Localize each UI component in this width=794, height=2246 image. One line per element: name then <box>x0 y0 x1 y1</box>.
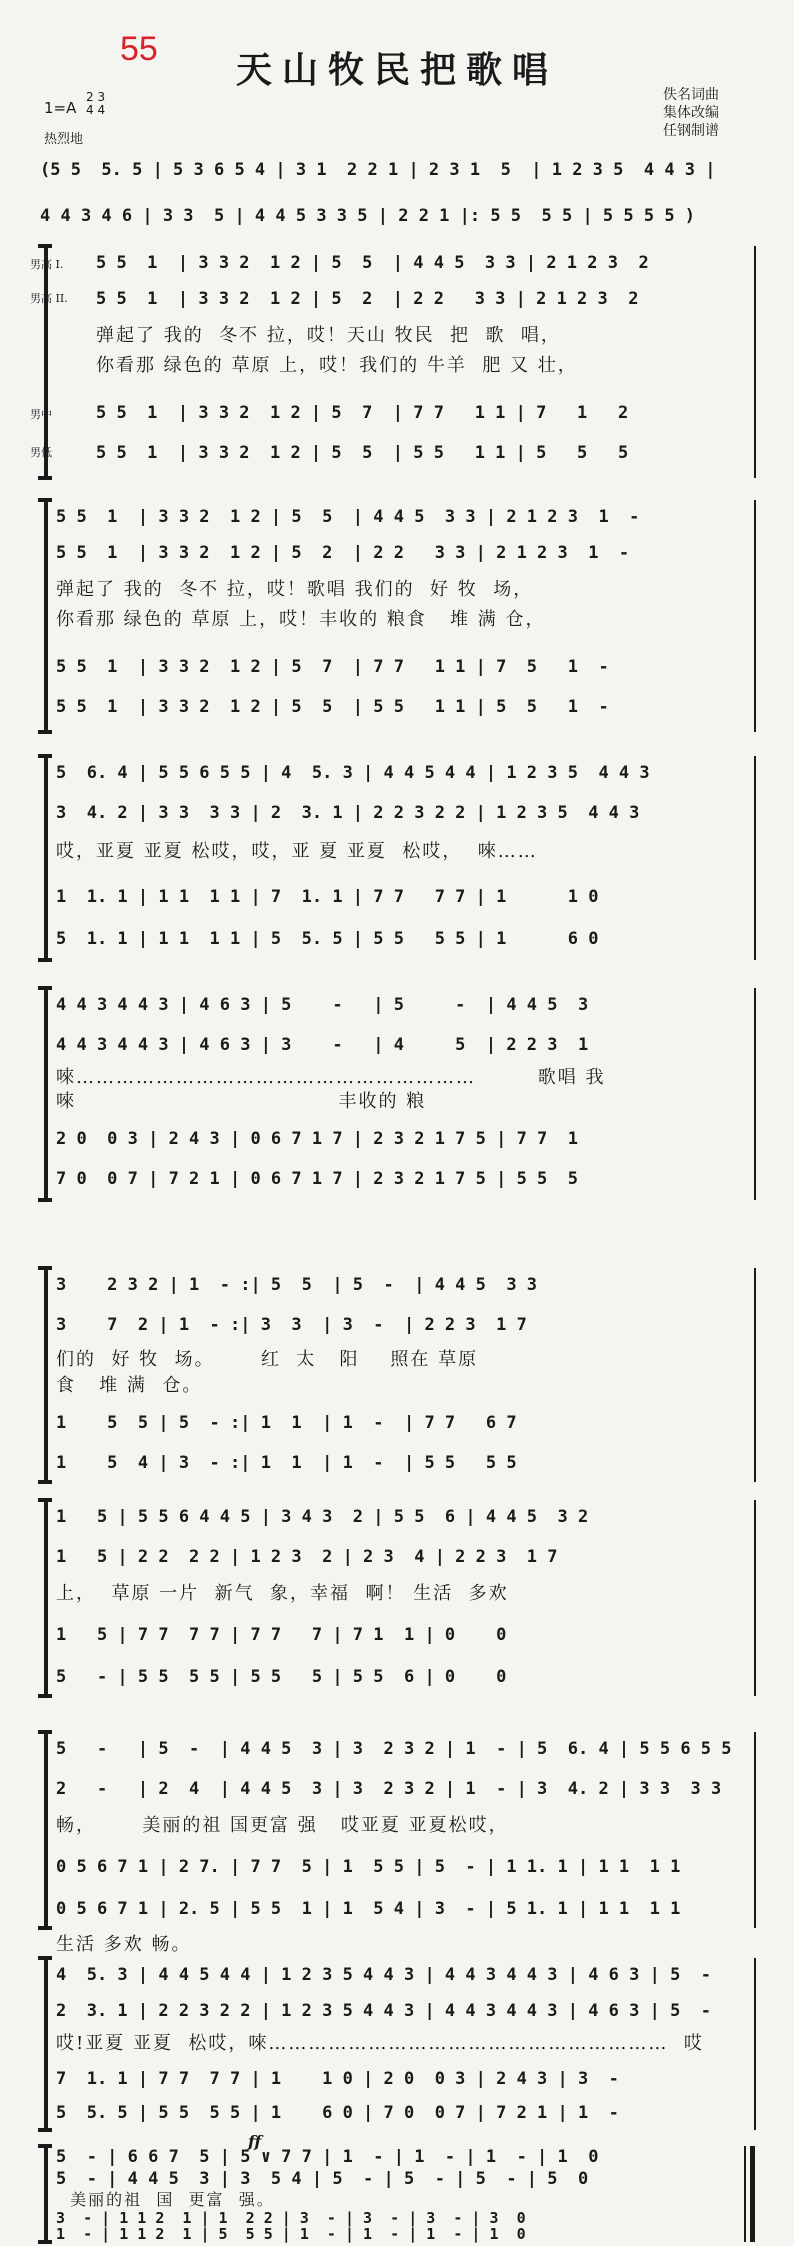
system-bracket <box>44 500 48 732</box>
final-barline-thick <box>750 2146 755 2242</box>
dynamic-fortissimo: ff <box>248 2132 262 2151</box>
voice-bass: 1 5 4 | 3 - :| 1 1 | 1 - | 5 5 5 5 <box>56 1453 517 1473</box>
voice-bass: 5 - | 5 5 5 5 | 5 5 5 | 5 5 6 | 0 0 <box>56 1667 507 1687</box>
credit-lyrics: 佚名词曲 <box>663 87 719 103</box>
score-system-5 <box>36 1268 760 1482</box>
system-bracket <box>44 1958 48 2130</box>
system-bracket <box>44 756 48 960</box>
final-barline <box>754 500 756 732</box>
score-system-6 <box>36 1500 760 1696</box>
voice-bass: 5 5 1 | 3 3 2 1 2 | 5 5 | 5 5 1 1 | 5 5 1 - <box>56 697 609 717</box>
lyric-line-1: 唻…………………………………………………… 歌唱 我 <box>56 1067 606 1088</box>
lyric-line-1: 哎，亚夏 亚夏 松哎，哎，亚 夏 亚夏 松哎， 唻…… <box>56 841 538 862</box>
voice-tenor-1: 3 2 3 2 | 1 - :| 5 5 | 5 - | 4 4 5 3 3 <box>56 1275 538 1295</box>
song-title: 天山牧民把歌唱 <box>235 49 558 91</box>
final-barline <box>754 756 756 960</box>
voice-tenor-2: 3 4. 2 | 3 3 3 3 | 2 3. 1 | 2 2 3 2 2 | 1 2 3 5 4 4 3 <box>56 803 640 823</box>
final-barline <box>754 1268 756 1482</box>
score-system-7 <box>36 1732 760 1928</box>
voice-tenor-2: 1 5 | 2 2 2 2 | 1 2 3 2 | 2 3 4 | 2 2 3 1 7 <box>56 1547 558 1567</box>
voice-middle: 1 5 5 | 5 - :| 1 1 | 1 - | 7 7 6 7 <box>56 1413 517 1433</box>
voice-middle: 5 5 1 | 3 3 2 1 2 | 5 7 | 7 7 1 1 | 7 1 2 <box>96 403 629 423</box>
voice-tenor-1: 4 4 3 4 4 3 | 4 6 3 | 5 - | 5 - | 4 4 5 3 <box>56 995 589 1015</box>
voice-bass: 5 5 1 | 3 3 2 1 2 | 5 5 | 5 5 1 1 | 5 5 5 <box>96 443 629 463</box>
time-bottom-1: 4 <box>86 103 94 117</box>
voice-tenor-2: 4 4 3 4 4 3 | 4 6 3 | 3 - | 4 5 | 2 2 3 1 <box>56 1035 589 1055</box>
voice-tenor-2: 5 - | 4 4 5 3 | 3 5 4 | 5 - | 5 - | 5 - | 5 0 <box>56 2169 589 2189</box>
voice-tenor-1: 1 5 | 5 5 6 4 4 5 | 3 4 3 2 | 5 5 6 | 4 4 5 3 2 <box>56 1507 589 1527</box>
voice-middle: 1 5 | 7 7 7 7 | 7 7 7 | 7 1 1 | 0 0 <box>56 1625 507 1645</box>
voice-tenor-1: 5 6. 4 | 5 5 6 5 5 | 4 5. 3 | 4 4 5 4 4 | 1 2 3 5 4 4 3 <box>56 763 650 783</box>
voice-tenor-2: 5 5 1 | 3 3 2 1 2 | 5 2 | 2 2 3 3 | 2 1 2 3 2 <box>96 289 639 309</box>
lyric-line-1: 弹起了 我的 冬不 拉，哎！天山 牧民 把 歌 唱， <box>96 325 561 346</box>
lyric-line-1: 弹起了 我的 冬不 拉，哎！歌唱 我们的 好 牧 场， <box>56 579 534 600</box>
system-bracket <box>44 1268 48 1482</box>
label-bass: 男低 <box>30 446 52 459</box>
lyric-line-2: 你看那 绿色的 草原 上，哎！丰收的 粮食 堆 满 仓， <box>56 609 546 630</box>
voice-middle: 3 - | 1 1 2 1 | 1 2 2 | 3 - | 3 - | 3 - | 3 0 <box>56 2209 526 2227</box>
time-bottom-2: 4 <box>97 103 106 117</box>
time-top-2: 3 <box>97 90 106 104</box>
system-bracket <box>44 2146 48 2242</box>
voice-tenor-1: 5 5 1 | 3 3 2 1 2 | 5 5 | 4 4 5 3 3 | 2 1 2 3 2 <box>96 253 649 273</box>
voice-tenor-2: 5 5 1 | 3 3 2 1 2 | 5 2 | 2 2 3 3 | 2 1 2 3 1 - <box>56 543 630 563</box>
voice-bass: 1 - | 1 1 2 1 | 5 5 5 | 1 - | 1 - | 1 - | 1 0 <box>56 2225 526 2243</box>
voice-tenor-2: 2 3. 1 | 2 2 3 2 2 | 1 2 3 5 4 4 3 | 4 4 3 4 4 3 | 4 6 3 | 5 - <box>56 2001 712 2021</box>
lyric-line-2: 食 堆 满 仓。 <box>56 1375 203 1396</box>
credits <box>663 86 719 140</box>
score-system-8 <box>36 1958 760 2130</box>
lyric-line-1: 哎!亚夏 亚夏 松哎，唻…………………………………………………… 哎 <box>56 2033 704 2054</box>
final-barline-thin <box>744 2146 746 2242</box>
voice-tenor-2: 3 7 2 | 1 - :| 3 3 | 3 - | 2 2 3 1 7 <box>56 1315 527 1335</box>
key-signature: 1=A <box>44 99 77 117</box>
system-bracket <box>44 988 48 1200</box>
page-number: 55 <box>120 30 158 68</box>
intro-line-1: (5 5 5. 5 | 5 3 6 5 4 | 3 1 2 2 1 | 2 3 1 5 | 1 2 3 5 4 4 3 | <box>40 160 716 180</box>
voice-bass: 7 0 0 7 | 7 2 1 | 0 6 7 1 7 | 2 3 2 1 7 5 | 5 5 5 <box>56 1169 578 1189</box>
score-system-2 <box>36 500 760 732</box>
score-system-1 <box>30 246 760 478</box>
time-signature <box>86 91 105 117</box>
voice-tenor-1: 5 - | 5 - | 4 4 5 3 | 3 2 3 2 | 1 - | 5 6. 4 | 5 5 6 5 5 <box>56 1739 732 1759</box>
credit-notation: 任钢制谱 <box>663 123 719 139</box>
credit-arrangement: 集体改编 <box>663 105 719 121</box>
intro-line-2: 4 4 3 4 6 | 3 3 5 | 4 4 5 3 3 5 | 2 2 1 |: 5 5 5 5 | 5 5 5 5 ) <box>40 206 696 226</box>
voice-tenor-2: 2 - | 2 4 | 4 4 5 3 | 3 2 3 2 | 1 - | 3 4. 2 | 3 3 3 3 <box>56 1779 722 1799</box>
system-bracket <box>44 1732 48 1928</box>
label-tenor-2: 男高 II. <box>30 292 68 305</box>
lyric-line-2: 唻 丰收的 粮 <box>56 1091 427 1112</box>
voice-bass: 5 1. 1 | 1 1 1 1 | 5 5. 5 | 5 5 5 5 | 1 6 0 <box>56 929 599 949</box>
final-barline <box>754 1958 756 2130</box>
score-system-3 <box>36 756 760 960</box>
voice-tenor-1: 5 - | 6 6 7 5 | 5 ∨ 7 7 | 1 - | 1 - | 1 - | 1 0 <box>56 2147 599 2167</box>
voice-middle: 0 5 6 7 1 | 2 7. | 7 7 5 | 1 5 5 | 5 - | 1 1. 1 | 1 1 1 1 <box>56 1857 681 1877</box>
system-bracket <box>44 1500 48 1696</box>
voice-middle: 5 5 1 | 3 3 2 1 2 | 5 7 | 7 7 1 1 | 7 5 1 - <box>56 657 609 677</box>
lyric-line-2: 你看那 绿色的 草原 上，哎！我们的 牛羊 肥 又 壮， <box>96 355 578 376</box>
lyric-line-1: 们的 好 牧 场。 红 太 阳 照在 草原 <box>56 1349 479 1370</box>
label-middle: 男中 <box>30 408 52 421</box>
voice-middle: 1 1. 1 | 1 1 1 1 | 7 1. 1 | 7 7 7 7 | 1 1 0 <box>56 887 599 907</box>
lyric-line-1: 美丽的祖 国 更富 强。 <box>56 2190 275 2209</box>
final-barline <box>754 246 756 478</box>
tempo-marking: 热烈地 <box>44 132 84 147</box>
lyric-line-1: 上， 草原 一片 新气 象，幸福 啊！ 生活 多欢 <box>56 1583 509 1604</box>
lyric-line-1: 畅， 美丽的祖 国更富 强 哎亚夏 亚夏松哎， <box>56 1815 509 1836</box>
voice-bass: 0 5 6 7 1 | 2. 5 | 5 5 1 | 1 5 4 | 3 - | 5 1. 1 | 1 1 1 1 <box>56 1899 681 1919</box>
voice-tenor-1: 5 5 1 | 3 3 2 1 2 | 5 5 | 4 4 5 3 3 | 2 1 2 3 1 - <box>56 507 640 527</box>
final-barline <box>754 1500 756 1696</box>
label-tenor-1: 男高 I. <box>30 258 64 271</box>
voice-middle: 2 0 0 3 | 2 4 3 | 0 6 7 1 7 | 2 3 2 1 7 5 | 7 7 1 <box>56 1129 578 1149</box>
final-barline <box>754 988 756 1200</box>
voice-tenor-1: 4 5. 3 | 4 4 5 4 4 | 1 2 3 5 4 4 3 | 4 4 3 4 4 3 | 4 6 3 | 5 - <box>56 1965 712 1985</box>
lyric-tail: 生活 多欢 畅。 <box>56 1934 192 1955</box>
voice-middle: 7 1. 1 | 7 7 7 7 | 1 1 0 | 2 0 0 3 | 2 4 3 | 3 - <box>56 2069 619 2089</box>
time-top-1: 2 <box>86 90 94 104</box>
final-barline <box>754 1732 756 1928</box>
voice-bass: 5 5. 5 | 5 5 5 5 | 1 6 0 | 7 0 0 7 | 7 2 1 | 1 - <box>56 2103 619 2123</box>
score-system-9 <box>36 2132 760 2243</box>
score-system-4 <box>36 988 760 1200</box>
